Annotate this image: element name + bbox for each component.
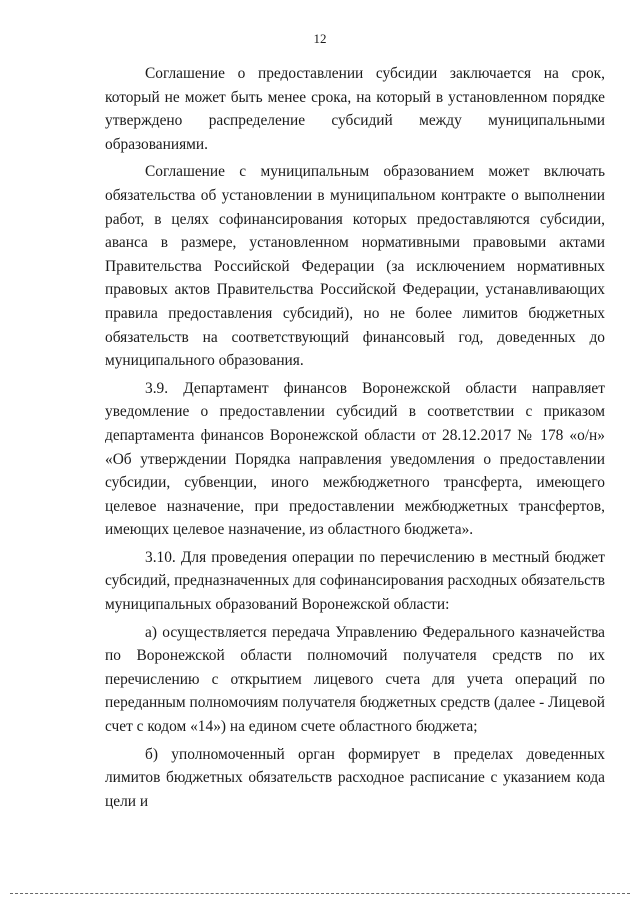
paragraph-agreement-term: Соглашение о предоставлении субсидии заключается на срок, который не может быть менее срока, на который в установленном порядке утверждено распределение субсидий между муниципальными образованиями. — [105, 65, 605, 153]
paragraph-agreement-obligations: Соглашение с муниципальным образованием может включать обязательства об установлении в муниципальном контракте о выполнении работ, в целях софинансирования которых предоставляются субсидии, аванса в размере, установленном нормативными правовыми актами Правительства Российской Федерации (за исключением нормативных правовых актов Правительства Российской Федерации, устанавливающих правила предоставления субсидий), но не более лимитов бюджетных обязательств на соответствующий финансовый год, доведенных до муниципального образования. — [105, 163, 605, 370]
paragraph-3-10: 3.10. Для проведения операции по перечислению в местный бюджет субсидий, предназначенных для софинансирования расходных обязательств муниципальных образований Воронежской области: — [105, 548, 605, 614]
page-bottom-rule — [10, 893, 630, 894]
paragraph-3-9: 3.9. Департамент финансов Воронежской области направляет уведомление о предоставлении субсидий в соответствии с приказом департамента финансов Воронежской области от 28.12.2017 № 178 «о/н» «Об утверждении Порядка направления уведомления о предоставлении субсидии, субвенции, иного межбюджетного трансферта, имеющего целевое назначение, при предоставлении межбюджетных трансфертов, имеющих целевое назначение, из областного бюджета». — [105, 379, 605, 539]
paragraph-3-10-a: а) осуществляется передача Управлению Федерального казначейства по Воронежской области полномочий получателя средств по их перечислению с открытием лицевого счета для учета операций по переданным полномочиям получателя бюджетных средств (далее - Лицевой счет с кодом «14») на едином счете областного бюджета; — [105, 623, 605, 736]
page-number: 12 — [313, 31, 327, 46]
paragraph-3-10-b: б) уполномоченный орган формирует в пределах доведенных лимитов бюджетных обязательств расходное расписание с указанием кода цели и — [105, 745, 605, 810]
document-body — [105, 62, 605, 817]
